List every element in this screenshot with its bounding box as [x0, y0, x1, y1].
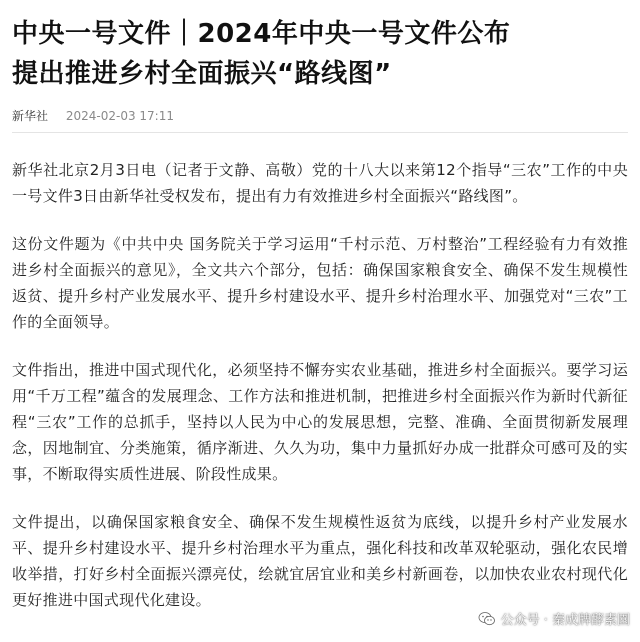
wechat-icon: [478, 610, 496, 628]
paragraph: 新华社北京2月3日电（记者于文静、高敬）党的十八大以来第12个指导“三农”工作的中央一号文件3日由新华社受权发布，提出有力有效推进乡村全面振兴“路线图”。: [12, 161, 628, 205]
paragraph: 这份文件题为《中共中央 国务院关于学习运用“千村示范、万村整治”工程经验有力有效推进乡村全面振兴的意见》，全文共六个部分，包括：确保国家粮食安全、确保不发生规模性返贫、提升乡村产业发展水平、提升乡村建设水平、提升乡村治理水平、加强党对“三农”工作的全面领导。: [12, 235, 628, 331]
source-link[interactable]: 新华社: [12, 109, 49, 123]
article-body: [12, 157, 628, 613]
title-line-2: 提出推进乡村全面振兴“路线图”: [12, 59, 392, 89]
title-line-1: 中央一号文件｜2024年中央一号文件公布: [12, 19, 511, 49]
article: [12, 0, 628, 635]
article-title: [12, 14, 628, 94]
watermark-text: 公众号 · 秦成牌酵素園: [500, 613, 630, 628]
paragraph: 文件提出，以确保国家粮食安全、确保不发生规模性返贫为底线，以提升乡村产业发展水平、提升乡村建设水平、提升乡村治理水平为重点，强化科技和改革双轮驱动，强化农民增收举措，打好乡村全面振兴漂亮仗，绘就宜居宜业和美乡村新画卷，以加快农业农村现代化更好推进中国式现代化建设。: [12, 513, 628, 609]
divider: [12, 132, 628, 133]
publish-date: 2024-02-03 17:11: [65, 109, 174, 123]
article-meta: [12, 108, 628, 124]
watermark: [478, 609, 630, 628]
paragraph: 文件指出，推进中国式现代化，必须坚持不懈夯实农业基础，推进乡村全面振兴。要学习运用“千万工程”蕴含的发展理念、工作方法和推进机制，把推进乡村全面振兴作为新时代新征程“三农”工作的总抓手，坚持以人民为中心的发展思想，完整、准确、全面贯彻新发展理念，因地制宜、分类施策，循序渐进、久久为功，集中力量抓好办成一批群众可感可及的实事，不断取得实质性进展、阶段性成果。: [12, 361, 628, 483]
